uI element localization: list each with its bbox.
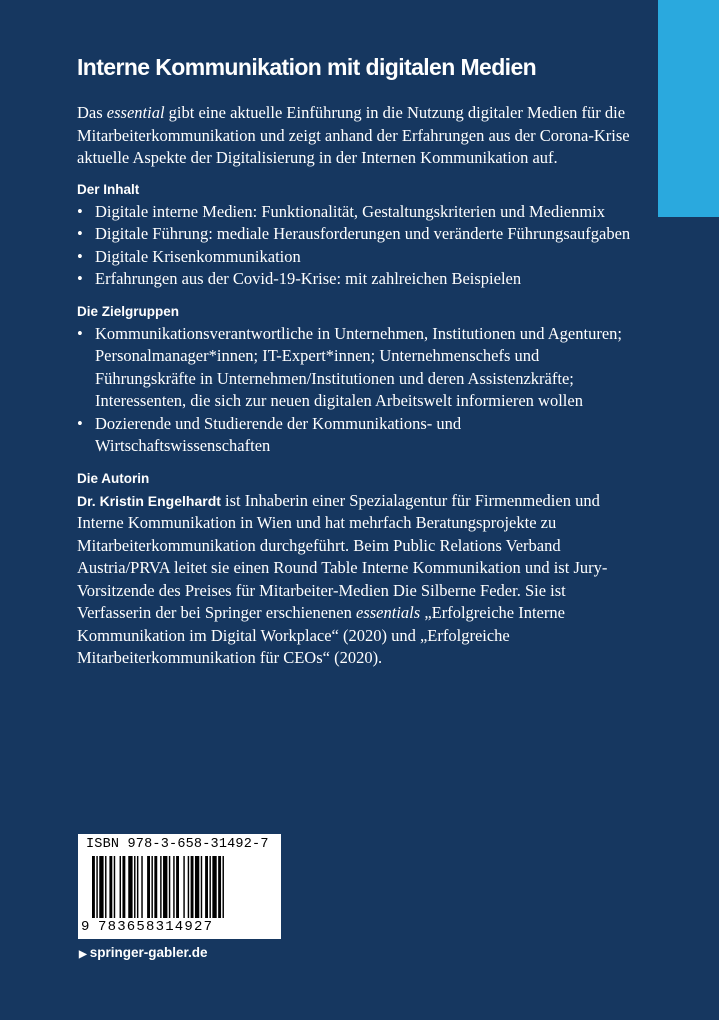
- list-item: • Digitale Führung: mediale Herausforderungen und veränderte Führungsaufgaben: [77, 223, 637, 246]
- bullet-icon: •: [77, 201, 83, 221]
- intro-emphasis: essential: [106, 103, 165, 122]
- barcode-bar: [188, 856, 189, 918]
- accent-bar: [658, 0, 719, 217]
- barcode-bar: [209, 856, 210, 918]
- barcode-bar: [109, 856, 112, 918]
- barcode-bar: [128, 856, 132, 918]
- barcode-bar: [169, 856, 170, 918]
- barcode-bar: [96, 856, 97, 918]
- barcode-bar: [147, 856, 150, 918]
- barcode-bar: [191, 856, 194, 918]
- list-item: • Erfahrungen aus der Covid-19-Krise: mit zahlreichen Beispielen: [77, 268, 637, 291]
- list-item: • Digitale Krisenkommunikation: [77, 246, 637, 269]
- bullet-icon: •: [77, 413, 83, 433]
- back-cover-text: [77, 52, 637, 670]
- section-heading-autorin: Die Autorin: [77, 470, 150, 486]
- barcode-bar: [134, 856, 135, 918]
- barcode-bar: [151, 856, 152, 918]
- section-heading-inhalt: Der Inhalt: [77, 181, 140, 197]
- barcode-bar: [173, 856, 174, 918]
- barcode-bar: [160, 856, 161, 918]
- bullet-icon: •: [77, 246, 83, 266]
- barcode-bar: [92, 856, 95, 918]
- bullet-icon: •: [77, 224, 83, 243]
- website-link[interactable]: [79, 945, 208, 960]
- ean-digits: 783658314927: [98, 919, 214, 935]
- ean-first-digit: 9: [81, 919, 90, 935]
- barcode-bar: [195, 856, 199, 918]
- barcode-bar: [99, 856, 103, 918]
- author-name: Dr. Kristin Engelhardt: [77, 492, 221, 509]
- list-item: • Kommunikationsverantwortliche in Unternehmen, Institutionen und Agenturen; Personalmanager*innen; IT-Expert*innen; Unternehmenschefs und Führungskräfte in Unternehmen/Institutionen und deren Assistenzkräfte; Interessenten, die sich zur neuen digitalen Arbeitswelt informieren wollen: [77, 323, 622, 410]
- barcode-bar: [218, 856, 221, 918]
- bullet-icon: •: [77, 269, 83, 288]
- barcode-bar: [223, 856, 224, 918]
- barcode-bar: [205, 856, 208, 918]
- barcode-bar: [114, 856, 115, 918]
- bullet-icon: •: [77, 323, 83, 343]
- barcode-bar: [154, 856, 157, 918]
- barcode-bar: [163, 856, 167, 918]
- author-bio: Dr. Kristin Engelhardt ist Inhaberin einer Spezialagentur für Firmenmedien und Interne Kommunikation in Wien und hat mehrfach Beratungsprojekte zu Mitarbeiterkommunikation durchgeführt. Beim Public Relations Verband Austria/PRVA leitet sie einen Round Table Interne Kommunikation und ist Jury-Vorsitzende des Preises für Mitarbeiter-Medien Die Silberne Feder. Sie ist Verfasserin der bei Springer erschienenen essentials „Erfolgreiche Interne Kommunikation im Digital Workplace“ (2020) und „Erfolgreiche Mitarbeiterkommunikation für CEOs“ (2020).: [77, 490, 608, 667]
- intro-paragraph: Das essential gibt eine aktuelle Einführung in die Nutzung digitaler Medien für die Mitarbeiterkommunikation und zeigt anhand der Erfahrungen aus der Corona-Krise aktuelle Aspekte der Digitalisierung in der Internen Kommunikation auf.: [77, 103, 630, 167]
- barcode-bar: [122, 856, 125, 918]
- barcode-bar: [105, 856, 106, 918]
- website-url: springer-gabler.de: [89, 945, 208, 960]
- isbn-number: ISBN 978-3-658-31492-7: [86, 837, 269, 852]
- barcode-bars: [92, 856, 270, 918]
- isbn-barcode: [78, 834, 281, 939]
- barcode-bar: [120, 856, 121, 918]
- barcode-bar: [212, 856, 216, 918]
- arrow-right-icon: ▶: [79, 949, 87, 960]
- inhalt-list: [77, 201, 637, 291]
- barcode-bar: [137, 856, 138, 918]
- barcode-bar: [176, 856, 179, 918]
- barcode-bar: [201, 856, 202, 918]
- book-title: Interne Kommunikation mit digitalen Medien: [77, 54, 537, 80]
- section-heading-zielgruppen: Die Zielgruppen: [77, 303, 180, 319]
- barcode-bar: [141, 856, 142, 918]
- list-item: • Dozierende und Studierende der Kommunikations- und Wirtschaftswissenschaften: [77, 413, 462, 455]
- list-item: • Digitale interne Medien: Funktionalität, Gestaltungskriterien und Medienmix: [77, 201, 637, 224]
- barcode-bar: [183, 856, 184, 918]
- zielgruppen-list: [77, 323, 637, 458]
- bio-emphasis: essentials: [356, 603, 421, 622]
